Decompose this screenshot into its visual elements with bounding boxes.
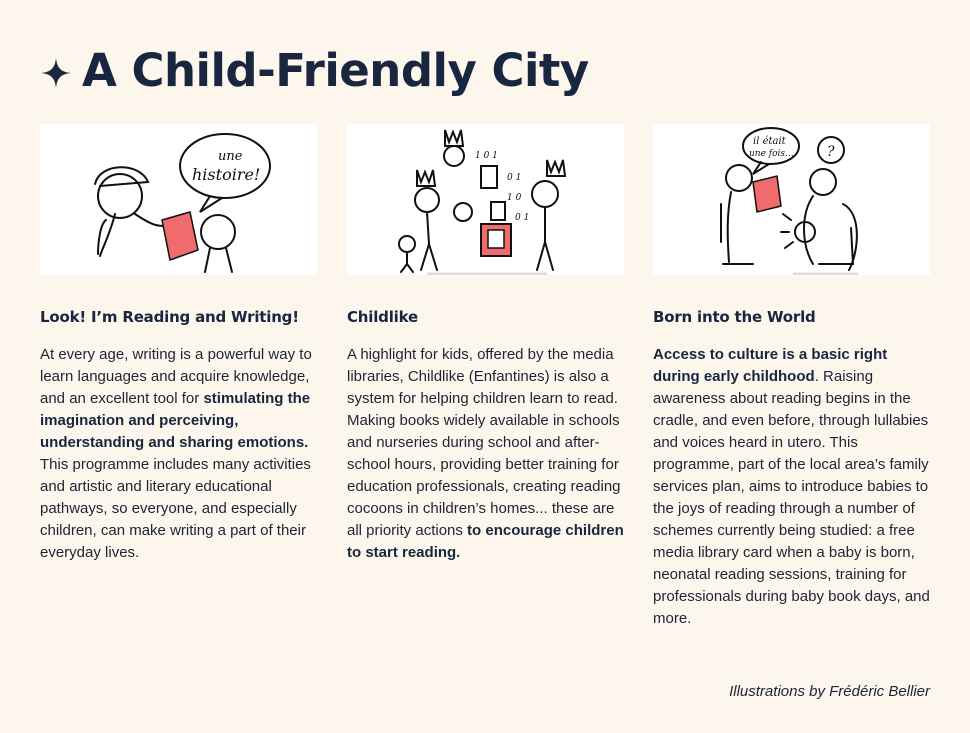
article-column-born-into-world — [653, 124, 930, 630]
sparkle-icon — [40, 57, 72, 89]
illustration-binary-2: 0 1 — [507, 173, 522, 183]
illustration-caption-1: il était — [753, 136, 786, 147]
body-run: . Raising awareness about reading begins in the cradle, and even before, through lullabies and voices heard in utero. This programme, part of the local area’s family services plan, aims to introduce babies to the joys of reading through a number of schemes currently being studied: a free media library card when a baby is born, neonatal reading sessions, training for professionals during baby book days, and more. — [653, 368, 930, 627]
article-body — [40, 344, 317, 564]
body-run-bold: stimulating the imagination and perceiving, understanding and sharing emotions. — [40, 390, 311, 451]
body-run-bold: to encourage children to start reading. — [347, 522, 624, 561]
illustration-binary-3: 1 0 — [507, 193, 522, 203]
illustration-caption-2: histoire! — [192, 165, 261, 184]
illustration-reading-writing — [40, 124, 317, 275]
body-run: A highlight for kids, offered by the media libraries, Childlike (Enfantines) is also a system for helping children learn to read. Making books widely available in schools and nurseries during school and after-school hours, providing better training for education professionals, creating reading cocoons in children’s homes... these are all priority actions — [347, 346, 621, 539]
body-run-bold: Access to culture is a basic right during early childhood — [653, 346, 888, 385]
illustration-caption-1: une — [218, 149, 243, 164]
article-body — [653, 344, 930, 630]
article-heading: Childlike — [347, 308, 418, 326]
article-heading: Look! I’m Reading and Writing! — [40, 308, 299, 326]
illustration-binary-4: 0 1 — [515, 213, 530, 223]
article-column-reading-writing — [40, 124, 317, 564]
page-title-text: A Child-Friendly City — [82, 44, 589, 97]
article-heading: Born into the World — [653, 308, 816, 326]
article-body — [347, 344, 624, 564]
illustration-born-into-world — [653, 124, 930, 275]
illustration-credit: Illustrations by Frédéric Bellier — [729, 683, 930, 700]
question-mark-icon: ? — [827, 144, 835, 160]
illustration-childlike — [347, 124, 624, 275]
body-run: This programme includes many activities and artistic and literary educational pathways, so everyone, and especially children, can make writing a part of their everyday lives. — [40, 456, 311, 561]
illustration-binary-1: 1 0 1 — [475, 151, 498, 161]
illustration-caption-2: une fois... — [749, 149, 794, 159]
page-title — [40, 44, 589, 97]
body-run: At every age, writing is a powerful way to learn languages and acquire knowledge, and an excellent tool for — [40, 346, 312, 407]
article-column-childlike — [347, 124, 624, 564]
